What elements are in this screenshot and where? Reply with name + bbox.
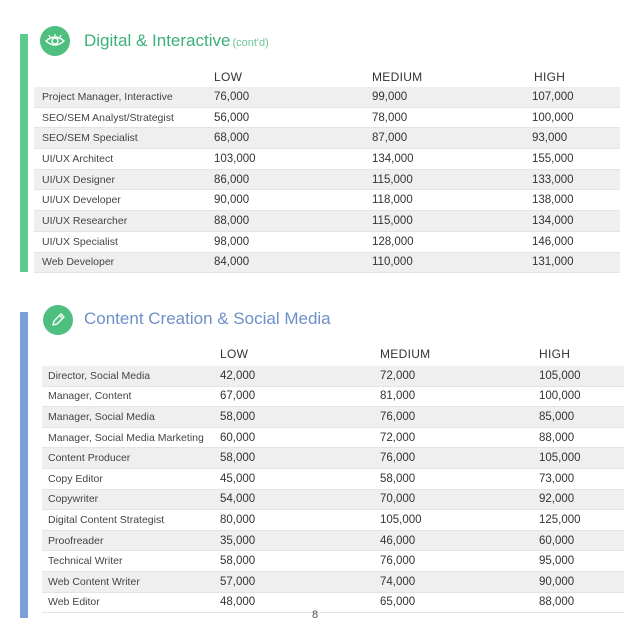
table-row xyxy=(34,211,620,232)
job-title-cell: Manager, Social Media xyxy=(48,410,155,423)
job-title-cell: UI/UX Architect xyxy=(42,152,114,165)
content-section-bar xyxy=(20,312,28,618)
salary-medium-cell: 72,000 xyxy=(380,369,416,382)
table-row xyxy=(42,366,624,387)
job-title-cell: Web Developer xyxy=(42,256,115,269)
job-title-cell: UI/UX Specialist xyxy=(42,235,118,248)
salary-high-cell: 73,000 xyxy=(539,472,575,485)
salary-medium-cell: 72,000 xyxy=(380,431,416,444)
table-row xyxy=(42,531,624,552)
salary-low-cell: 58,000 xyxy=(220,555,256,568)
salary-low-cell: 58,000 xyxy=(220,452,256,465)
salary-high-cell: 155,000 xyxy=(532,152,574,165)
salary-medium-cell: 70,000 xyxy=(380,493,416,506)
salary-medium-cell: 65,000 xyxy=(380,596,416,609)
job-title-cell: Web Editor xyxy=(48,596,100,609)
salary-medium-cell: 134,000 xyxy=(372,152,414,165)
salary-low-cell: 90,000 xyxy=(214,194,250,207)
salary-high-cell: 133,000 xyxy=(532,173,574,186)
digital-salary-table xyxy=(34,87,620,273)
salary-high-cell: 88,000 xyxy=(539,431,575,444)
salary-high-cell: 92,000 xyxy=(539,493,575,506)
salary-high-cell: 100,000 xyxy=(532,111,574,124)
salary-low-cell: 57,000 xyxy=(220,575,256,588)
salary-high-cell: 105,000 xyxy=(539,369,581,382)
salary-medium-cell: 58,000 xyxy=(380,472,416,485)
pencil-icon xyxy=(43,305,73,335)
salary-medium-cell: 46,000 xyxy=(380,534,416,547)
salary-high-cell: 88,000 xyxy=(539,596,575,609)
table-row xyxy=(42,490,624,511)
content-header-high: HIGH xyxy=(539,347,571,361)
job-title-cell: Manager, Social Media Marketing xyxy=(48,431,204,444)
salary-low-cell: 86,000 xyxy=(214,173,250,186)
salary-high-cell: 105,000 xyxy=(539,452,581,465)
salary-medium-cell: 115,000 xyxy=(372,214,413,227)
salary-medium-cell: 105,000 xyxy=(380,513,422,526)
salary-high-cell: 134,000 xyxy=(532,214,574,227)
table-row xyxy=(34,190,620,211)
salary-medium-cell: 78,000 xyxy=(372,111,408,124)
job-title-cell: Web Content Writer xyxy=(48,575,140,588)
salary-high-cell: 93,000 xyxy=(532,132,568,145)
salary-medium-cell: 81,000 xyxy=(380,390,416,403)
job-title-cell: Content Producer xyxy=(48,452,131,465)
salary-low-cell: 68,000 xyxy=(214,132,250,145)
salary-medium-cell: 76,000 xyxy=(380,410,416,423)
content-section-title: Content Creation & Social Media xyxy=(84,309,331,328)
digital-header-medium: MEDIUM xyxy=(372,70,423,84)
salary-low-cell: 88,000 xyxy=(214,214,250,227)
table-row xyxy=(34,108,620,129)
salary-high-cell: 138,000 xyxy=(532,194,574,207)
content-salary-table xyxy=(42,366,624,613)
content-header-medium: MEDIUM xyxy=(380,347,431,361)
salary-low-cell: 80,000 xyxy=(220,513,256,526)
table-row xyxy=(42,551,624,572)
salary-low-cell: 98,000 xyxy=(214,235,250,248)
table-row xyxy=(34,149,620,170)
salary-high-cell: 95,000 xyxy=(539,555,575,568)
digital-title-text: Digital & Interactive xyxy=(84,31,231,50)
table-row xyxy=(42,510,624,531)
table-row xyxy=(34,253,620,274)
salary-low-cell: 67,000 xyxy=(220,390,256,403)
table-row xyxy=(42,387,624,408)
digital-subtitle: (cont'd) xyxy=(232,37,269,49)
job-title-cell: Technical Writer xyxy=(48,555,123,568)
job-title-cell: Copywriter xyxy=(48,493,99,506)
job-title-cell: Manager, Content xyxy=(48,390,132,403)
table-row xyxy=(34,87,620,108)
table-row xyxy=(34,232,620,253)
content-header-low: LOW xyxy=(220,347,249,361)
table-row xyxy=(42,593,624,614)
job-title-cell: Director, Social Media xyxy=(48,369,151,382)
eye-icon xyxy=(40,26,70,56)
salary-low-cell: 58,000 xyxy=(220,410,256,423)
table-row xyxy=(42,469,624,490)
digital-header-high: HIGH xyxy=(534,70,566,84)
job-title-cell: UI/UX Developer xyxy=(42,194,121,207)
job-title-cell: Proofreader xyxy=(48,534,104,547)
salary-low-cell: 76,000 xyxy=(214,90,250,103)
salary-medium-cell: 118,000 xyxy=(372,194,413,207)
salary-medium-cell: 110,000 xyxy=(372,256,413,269)
table-row xyxy=(42,407,624,428)
table-row xyxy=(42,448,624,469)
salary-medium-cell: 74,000 xyxy=(380,575,416,588)
digital-header-low: LOW xyxy=(214,70,243,84)
salary-medium-cell: 76,000 xyxy=(380,452,416,465)
salary-high-cell: 131,000 xyxy=(532,256,574,269)
job-title-cell: UI/UX Designer xyxy=(42,173,115,186)
salary-high-cell: 125,000 xyxy=(539,513,581,526)
salary-high-cell: 85,000 xyxy=(539,410,575,423)
job-title-cell: SEO/SEM Analyst/Strategist xyxy=(42,111,174,124)
salary-low-cell: 45,000 xyxy=(220,472,256,485)
salary-low-cell: 84,000 xyxy=(214,256,250,269)
salary-medium-cell: 99,000 xyxy=(372,90,408,103)
digital-section-title xyxy=(84,31,269,51)
page-number: 8 xyxy=(312,609,319,621)
table-row xyxy=(42,428,624,449)
salary-high-cell: 60,000 xyxy=(539,534,575,547)
table-row xyxy=(42,572,624,593)
job-title-cell: Project Manager, Interactive xyxy=(42,90,173,103)
salary-medium-cell: 128,000 xyxy=(372,235,414,248)
digital-section-bar xyxy=(20,34,28,272)
salary-high-cell: 107,000 xyxy=(532,90,574,103)
job-title-cell: Digital Content Strategist xyxy=(48,513,165,526)
job-title-cell: UI/UX Researcher xyxy=(42,214,128,227)
salary-medium-cell: 87,000 xyxy=(372,132,408,145)
salary-low-cell: 103,000 xyxy=(214,152,256,165)
salary-medium-cell: 76,000 xyxy=(380,555,416,568)
job-title-cell: SEO/SEM Specialist xyxy=(42,132,138,145)
salary-low-cell: 54,000 xyxy=(220,493,256,506)
salary-low-cell: 60,000 xyxy=(220,431,256,444)
job-title-cell: Copy Editor xyxy=(48,472,103,485)
salary-low-cell: 35,000 xyxy=(220,534,256,547)
table-row xyxy=(34,128,620,149)
salary-high-cell: 100,000 xyxy=(539,390,581,403)
salary-low-cell: 48,000 xyxy=(220,596,256,609)
salary-high-cell: 146,000 xyxy=(532,235,574,248)
salary-low-cell: 42,000 xyxy=(220,369,256,382)
salary-medium-cell: 115,000 xyxy=(372,173,413,186)
table-row xyxy=(34,170,620,191)
salary-high-cell: 90,000 xyxy=(539,575,575,588)
salary-low-cell: 56,000 xyxy=(214,111,250,124)
